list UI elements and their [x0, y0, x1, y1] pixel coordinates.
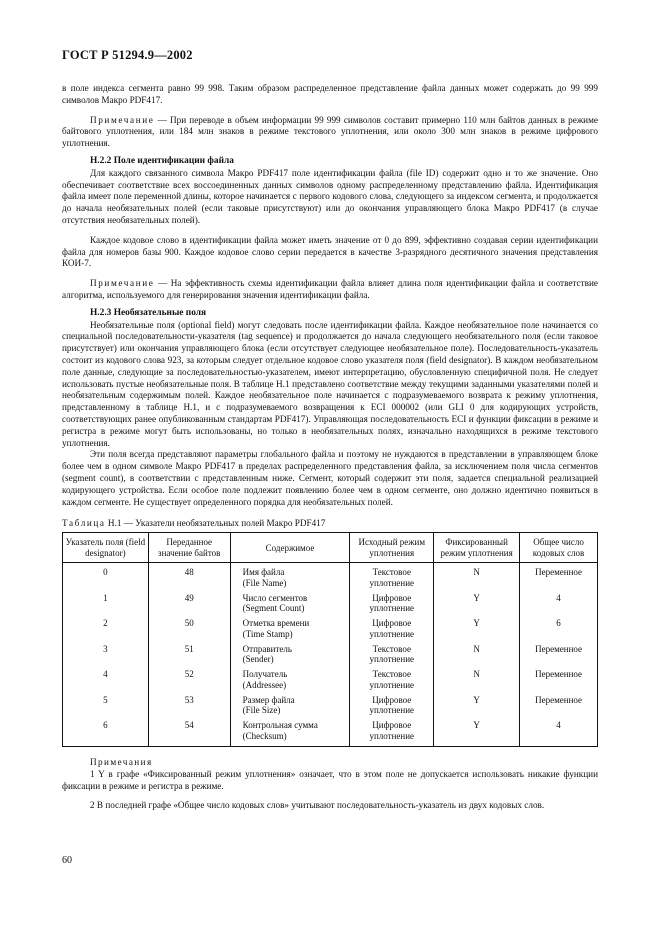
table-caption-text: H.1 — Указатели необязательных полей Макро PDF417 — [105, 518, 326, 529]
cell-designator: 6 — [63, 720, 149, 746]
cell-mode-line: Текстовое — [372, 567, 411, 578]
cell-content-line: Отметка времени — [242, 618, 310, 629]
cell-designator: 4 — [63, 669, 149, 695]
cell-fixed: N — [434, 644, 520, 670]
cell-content-line: (File Size) — [242, 705, 281, 716]
cell-value: 52 — [148, 669, 230, 695]
cell-content-line: (Checksum) — [242, 730, 287, 741]
cell-content-line: Число сегментов — [242, 592, 308, 603]
cell-content-line: (File Name) — [242, 577, 287, 588]
paragraph: в поле индекса сегмента равно 99 998. Таким образом распределенное представление файла данных может содержать до 99 999 символов Макро PDF417. — [62, 83, 598, 105]
cell-content-line: (Sender) — [242, 654, 274, 665]
cell-total: 4 — [520, 593, 598, 619]
cell-total: 4 — [520, 720, 598, 746]
cell-content-line: Контрольная сумма — [242, 720, 318, 731]
cell-mode — [350, 644, 434, 670]
table-row — [63, 593, 598, 619]
table-header-row — [63, 533, 598, 563]
cell-content-line: (Addressee) — [242, 679, 287, 690]
document-page — [62, 48, 598, 812]
cell-mode-line: Цифровое — [372, 592, 412, 603]
cell-content — [230, 644, 350, 670]
cell-content-line: Имя файла — [242, 567, 285, 578]
table-row — [63, 563, 598, 593]
cell-content — [230, 695, 350, 721]
document-header: ГОСТ Р 51294.9—2002 — [62, 48, 193, 62]
section-title: H.2.2 Поле идентификации файла — [90, 155, 234, 166]
cell-designator: 1 — [63, 593, 149, 619]
cell-total: Переменное — [520, 644, 598, 670]
column-header: Содержимое — [230, 533, 350, 563]
cell-content-line: Размер файла — [242, 694, 295, 705]
cell-fixed: Y — [434, 593, 520, 619]
cell-designator: 3 — [63, 644, 149, 670]
cell-content-line: Отправитель — [242, 643, 292, 654]
cell-fixed: N — [434, 669, 520, 695]
cell-fixed: Y — [434, 618, 520, 644]
cell-value: 53 — [148, 695, 230, 721]
cell-total: Переменное — [520, 669, 598, 695]
paragraph: Каждое кодовое слово в идентификации файла может иметь значение от 0 до 899, эффективно создавая серии идентификации файла для номеров базы 900. Каждое кодовое слово серии передается в качестве 3-разрядного десятичного значения представления КОИ-7. — [62, 234, 598, 269]
column-header: Указатель поля (field designator) — [63, 533, 149, 563]
column-header: Переданное значение байтов — [148, 533, 230, 563]
cell-mode-line: Цифровое — [372, 720, 412, 731]
table-caption-label: Таблица — [62, 518, 106, 529]
table-row — [63, 669, 598, 695]
cell-designator: 2 — [63, 618, 149, 644]
cell-mode-line: Текстовое — [372, 669, 411, 680]
cell-fixed: Y — [434, 720, 520, 746]
cell-content — [230, 563, 350, 593]
cell-mode — [350, 563, 434, 593]
cell-content — [230, 720, 350, 746]
cell-value: 51 — [148, 644, 230, 670]
cell-fixed: Y — [434, 695, 520, 721]
table-caption — [62, 518, 598, 528]
column-header: Общее число кодовых слов — [520, 533, 598, 563]
cell-value: 54 — [148, 720, 230, 746]
note-item: 1 Y в графе «Фиксированный режим уплотнения» означает, что в этом поле не допускается использовать никакие функции фиксации в режиме и регистра в режиме. — [62, 768, 598, 791]
cell-value: 49 — [148, 593, 230, 619]
cell-mode-line: уплотнение — [369, 730, 415, 741]
cell-designator: 0 — [63, 563, 149, 593]
cell-mode — [350, 720, 434, 746]
cell-total: 6 — [520, 618, 598, 644]
note-text: — На эффективность схемы идентификации файла влияет длина поля идентификации файла и соответствие алгоритма, используемого для генерирования значения идентификации файла. — [62, 278, 598, 300]
note-label: Примечание — [90, 114, 155, 125]
column-header: Фиксированный режим уплотнения — [434, 533, 520, 563]
cell-content-line: Получатель — [242, 669, 288, 680]
note — [62, 115, 598, 150]
cell-designator: 5 — [63, 695, 149, 721]
cell-mode-line: Текстовое — [372, 643, 411, 654]
note-item: 2 В последней графе «Общее число кодовых слов» учитывают последовательность-указатель из двух кодовых слов. — [90, 800, 545, 811]
cell-mode-line: уплотнение — [369, 603, 415, 614]
note-text: — При переводе в объем информации 99 999 символов составит примерно 110 млн байтов данных в режиме байтового уплотнения, или 184 млн знаков в режиме текстового уплотнения, или около 300 млн знаков в режиме цифрового уплотнения. — [62, 114, 598, 149]
table-row — [63, 720, 598, 746]
cell-content-line: (Time Stamp) — [242, 628, 293, 639]
cell-mode-line: уплотнение — [369, 654, 415, 665]
cell-mode — [350, 593, 434, 619]
notes-heading: Примечания — [90, 756, 153, 767]
cell-mode — [350, 695, 434, 721]
field-designators-table — [62, 532, 598, 747]
note — [62, 278, 598, 302]
cell-fixed: N — [434, 563, 520, 593]
page-number: 60 — [62, 855, 72, 866]
cell-value: 50 — [148, 618, 230, 644]
cell-mode-line: уплотнение — [369, 628, 415, 639]
cell-mode-line: Цифровое — [372, 618, 412, 629]
column-header: Исходный режим уплотнения — [350, 533, 434, 563]
cell-mode-line: уплотнение — [369, 705, 415, 716]
cell-mode — [350, 669, 434, 695]
paragraph: Для каждого связанного символа Макро PDF417 поле идентификации файла (file ID) содержит одно и то же значение. Оно обеспечивает соответствие всех воссоединенных данных символов одному распределенному представлению файла. Идентификация файла имеет поле переменной длины, которое начинается с первого кодового слова, следующего за индексом сегмента, и продолжается до начала необязательных полей (если таковые присутствуют) или до окончания управляющего блока Макро PDF417 (в случае отсутствия необязательных полей). — [62, 167, 598, 225]
cell-mode-line: уплотнение — [369, 577, 415, 588]
paragraph: Эти поля всегда представляют параметры глобального файла и поэтому не нуждаются в представлении в управляющем блоке более чем в одном символе Макро PDF417 в пределах распределенного представления файла, за исключением поля числа сегментов (segment count), в соответствии с представленным ниже. Сегмент, который содержит эти поля, задается специальной реализацией кодирующего устройства. Если особое поле подлежит появлению более чем в одном сегменте, оно должно идентично появиться в каждом сегменте. Не существует определенного порядка для необязательных полей. — [62, 449, 598, 507]
note-label: Примечание — [90, 278, 155, 289]
cell-total: Переменное — [520, 563, 598, 593]
section-title: H.2.3 Необязательные поля — [90, 307, 207, 318]
table-row — [63, 644, 598, 670]
cell-content — [230, 618, 350, 644]
cell-content — [230, 669, 350, 695]
cell-total: Переменное — [520, 695, 598, 721]
cell-mode — [350, 618, 434, 644]
paragraph: Необязательные поля (optional field) могут следовать после идентификации файла. Каждое необязательное поле начинается со специальной последовательности-указателя (tag sequence) и продолжается до начала следующего необязательного поля (если таковое присутствует) или окончания управляющего блока (если отсутствует следующее необязательное поле). Последовательность-указатель состоит из кодового слова 923, за которым следует отдельное кодовое слово указателя поля (field designator). В каждом необязательном поле данные, следующие за последовательностью-указателем, имеют интерпретацию, обусловленную специфичной поля. Не следует использовать пустые необязательные поля. В таблице H.1 представлено соответствие между текущими заданными указателями полей и необязательным содержимым полей. Каждое необязательное поле начинается с подразумеваемого возврата к режиму уплотнения, представленному в таблице H.1, и с подразумеваемого возвращения к ECI 000002 (или GLI 0 для кодирующих устройств, соответствующих ранее опубликованным стандартам PDF417). Управляющая последовательность ECI и функции фиксации в режиме и регистра в режиме могут быть использованы, но только в необязательных полях, изначально находящихся в режиме текстового уплотнения. — [62, 319, 598, 448]
cell-content-line: (Segment Count) — [242, 603, 305, 614]
table-row — [63, 695, 598, 721]
cell-mode-line: уплотнение — [369, 679, 415, 690]
cell-content — [230, 593, 350, 619]
table-row — [63, 618, 598, 644]
cell-mode-line: Цифровое — [372, 694, 412, 705]
cell-value: 48 — [148, 563, 230, 593]
